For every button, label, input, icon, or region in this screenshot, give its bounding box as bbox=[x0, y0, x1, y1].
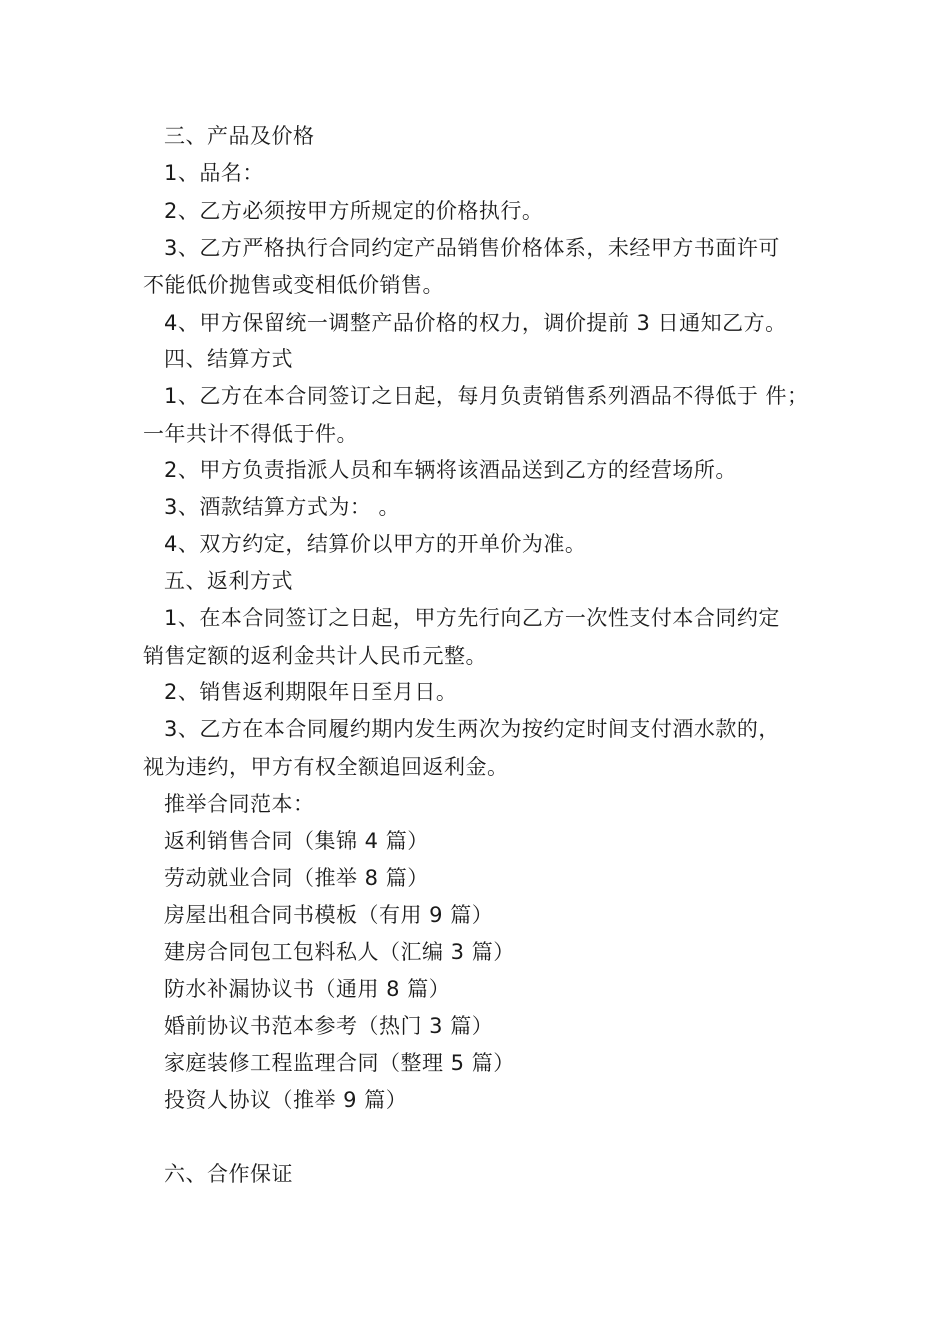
section-heading-cooperation-guarantee: 六、合作保证 bbox=[164, 1162, 293, 1186]
clause-3-1: 1、品名： bbox=[164, 161, 264, 185]
clause-4-1: 1、乙方在本合同签订之日起，每月负责销售系列酒品不得低于 件； bbox=[164, 384, 809, 408]
section-heading-settlement: 四、结算方式 bbox=[164, 347, 293, 371]
clause-3-3: 3、乙方严格执行合同约定产品销售价格体系，未经甲方书面许可 bbox=[164, 236, 780, 260]
clause-3-2: 2、乙方必须按甲方所规定的价格执行。 bbox=[164, 199, 544, 223]
recommended-templates-heading: 推举合同范本： bbox=[164, 792, 315, 816]
clause-4-3: 3、酒款结算方式为： 。 bbox=[164, 495, 401, 519]
clause-5-2: 2、销售返利期限年日至月日。 bbox=[164, 680, 458, 704]
clause-5-3: 3、乙方在本合同履约期内发生两次为按约定时间支付酒水款的， bbox=[164, 717, 780, 741]
recommended-template-item: 婚前协议书范本参考（热门 3 篇） bbox=[164, 1014, 494, 1038]
clause-4-4: 4、双方约定，结算价以甲方的开单价为准。 bbox=[164, 532, 587, 556]
clause-4-1-continued: 一年共计不得低于件。 bbox=[143, 422, 358, 446]
clause-3-3-continued: 不能低价抛售或变相低价销售。 bbox=[143, 273, 444, 297]
clause-5-3-continued: 视为违约，甲方有权全额追回返利金。 bbox=[143, 755, 509, 779]
clause-5-1-continued: 销售定额的返利金共计人民币元整。 bbox=[143, 644, 487, 668]
recommended-template-item: 返利销售合同（集锦 4 篇） bbox=[164, 829, 429, 853]
clause-3-4: 4、甲方保留统一调整产品价格的权力，调价提前 3 日通知乙方。 bbox=[164, 311, 787, 335]
recommended-template-item: 劳动就业合同（推举 8 篇） bbox=[164, 866, 429, 890]
clause-5-1: 1、在本合同签订之日起，甲方先行向乙方一次性支付本合同约定 bbox=[164, 606, 780, 630]
recommended-template-item: 投资人协议（推举 9 篇） bbox=[164, 1088, 408, 1112]
recommended-template-item: 建房合同包工包料私人（汇编 3 篇） bbox=[164, 940, 515, 964]
clause-4-2: 2、甲方负责指派人员和车辆将该酒品送到乙方的经营场所。 bbox=[164, 458, 737, 482]
section-heading-rebate: 五、返利方式 bbox=[164, 569, 293, 593]
section-heading-products-prices: 三、产品及价格 bbox=[164, 124, 315, 148]
recommended-template-item: 家庭装修工程监理合同（整理 5 篇） bbox=[164, 1051, 515, 1075]
recommended-template-item: 房屋出租合同书模板（有用 9 篇） bbox=[164, 903, 494, 927]
recommended-template-item: 防水补漏协议书（通用 8 篇） bbox=[164, 977, 451, 1001]
